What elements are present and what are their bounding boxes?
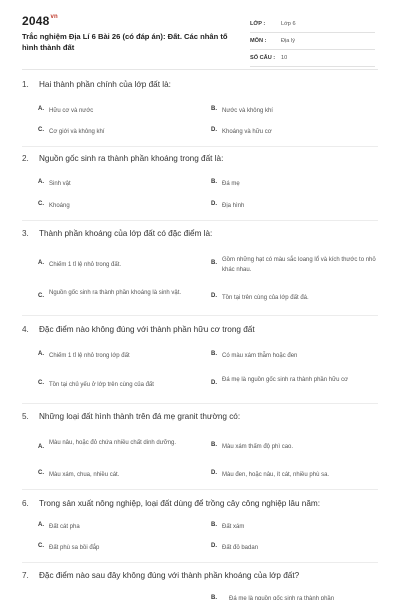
question-text: 4. Đặc điểm nào không đúng với thành phần hữu cơ trong đất (22, 325, 255, 334)
meta-row-class (250, 16, 375, 33)
meta-label: LỚP : (250, 21, 266, 27)
question-divider (22, 315, 378, 316)
question-divider (22, 220, 378, 221)
question-divider (22, 562, 378, 563)
question-text: 2. Nguồn gốc sinh ra thành phần khoáng trong đất là: (22, 154, 224, 163)
question-number: 2. (22, 154, 29, 163)
question-text: 6. Trong sản xuất nông nghiệp, loại đất dùng để trồng cây công nghiệp lâu năm: (22, 499, 321, 508)
meta-row-count (250, 50, 375, 67)
question-number: 4. (22, 325, 29, 334)
question-text: 3. Thành phần khoáng của lớp đất có đặc điểm là: (22, 229, 213, 238)
question-divider (22, 403, 378, 404)
site-logo[interactable]: $2048^{vn}$ (22, 14, 58, 28)
document-page: $2048^{vn}$ Trắc nghiệm Địa Lí 6 Bài 26 (có đáp án): Đất. Các nhân tố hình thành đất LỚP : Lớp 6 MÔN : Địa lý SỐ CÂU : 10 1. Hai thành phần chính của lớp đất là: A. Hữu cơ và nước B. Nước và không khí C. Cơ giới và không khí D. Khoáng và hữu cơ 2. Nguồn gốc sinh ra thành phần khoáng trong đất là: A. Sinh vật B. Đá mẹ C. Khoáng D. Địa hình 3. Thành phần khoáng của lớp đất có đặc điểm là: A. Chiếm 1 tỉ lệ nhỏ trong đất. B. Gồm những hạt có màu sắc loang lổ và kích thước to nhỏ khác nhau. C. Nguồn gốc sinh ra thành phần khoáng là sinh vật. D. Tồn tại trên cùng của lớp đất đá. 4. Đặc điểm nào không đúng với thành phần hữu cơ trong đất A. Chiếm 1 tỉ lệ nhỏ trong lớp đất B. Có màu xám thẫm hoặc đen C. Tồn tại chủ yếu ở lớp trên cùng của đất D. Đá mẹ là nguồn gốc sinh ra thành phần hữu cơ 5. Những loại đất hình thành trên đá mẹ granit thường có: A. Màu nâu, hoặc đỏ chứa nhiều chất dinh dưỡng. B. Màu xám thấm độ phì cao. C. Màu xám, chua, nhiều cát. D. Màu đen, hoặc nâu, ít cát, nhiều phù sa. 6. Trong sản xuất nông nghiệp, loại đất dùng để trồng cây công nghiệp lâu năm: A. Đất cát pha B. Đất xám C. Đất phù sa bồi đắp D. Đất đỏ badan 7. Đặc điểm nào sau đây không đúng với thành phần khoáng của lớp đất? B. Đá mẹ là nguồn gốc sinh ra thành phần (0, 0, 400, 600)
question-text: 5. Những loại đất hình thành trên đá mẹ granit thường có: (22, 412, 241, 421)
question-number: 3. (22, 229, 29, 238)
question-number: 1. (22, 80, 29, 89)
question-text: 1. Hai thành phần chính của lớp đất là: (22, 80, 171, 89)
meta-label: MÔN : (250, 38, 267, 44)
question-number: 6. (22, 499, 29, 508)
document-title: Trắc nghiệm Địa Lí 6 Bài 26 (có đáp án): Đất. Các nhân tố hình thành đất (22, 32, 228, 52)
logo-suffix: vn (50, 14, 58, 20)
question-number: 7. (22, 571, 29, 580)
question-text: 7. Đặc điểm nào sau đây không đúng với thành phần khoáng của lớp đất? (22, 571, 300, 580)
meta-value: Lớp 6 (281, 21, 296, 27)
header-divider (22, 69, 378, 70)
meta-label: SỐ CÂU : (250, 55, 276, 61)
question-divider (22, 146, 378, 147)
meta-value: Địa lý (281, 38, 295, 44)
question-divider (22, 489, 378, 490)
document-header (0, 0, 400, 70)
meta-info (250, 16, 375, 67)
question-number: 5. (22, 412, 29, 421)
meta-row-subject (250, 33, 375, 50)
meta-value: 10 (281, 55, 288, 61)
